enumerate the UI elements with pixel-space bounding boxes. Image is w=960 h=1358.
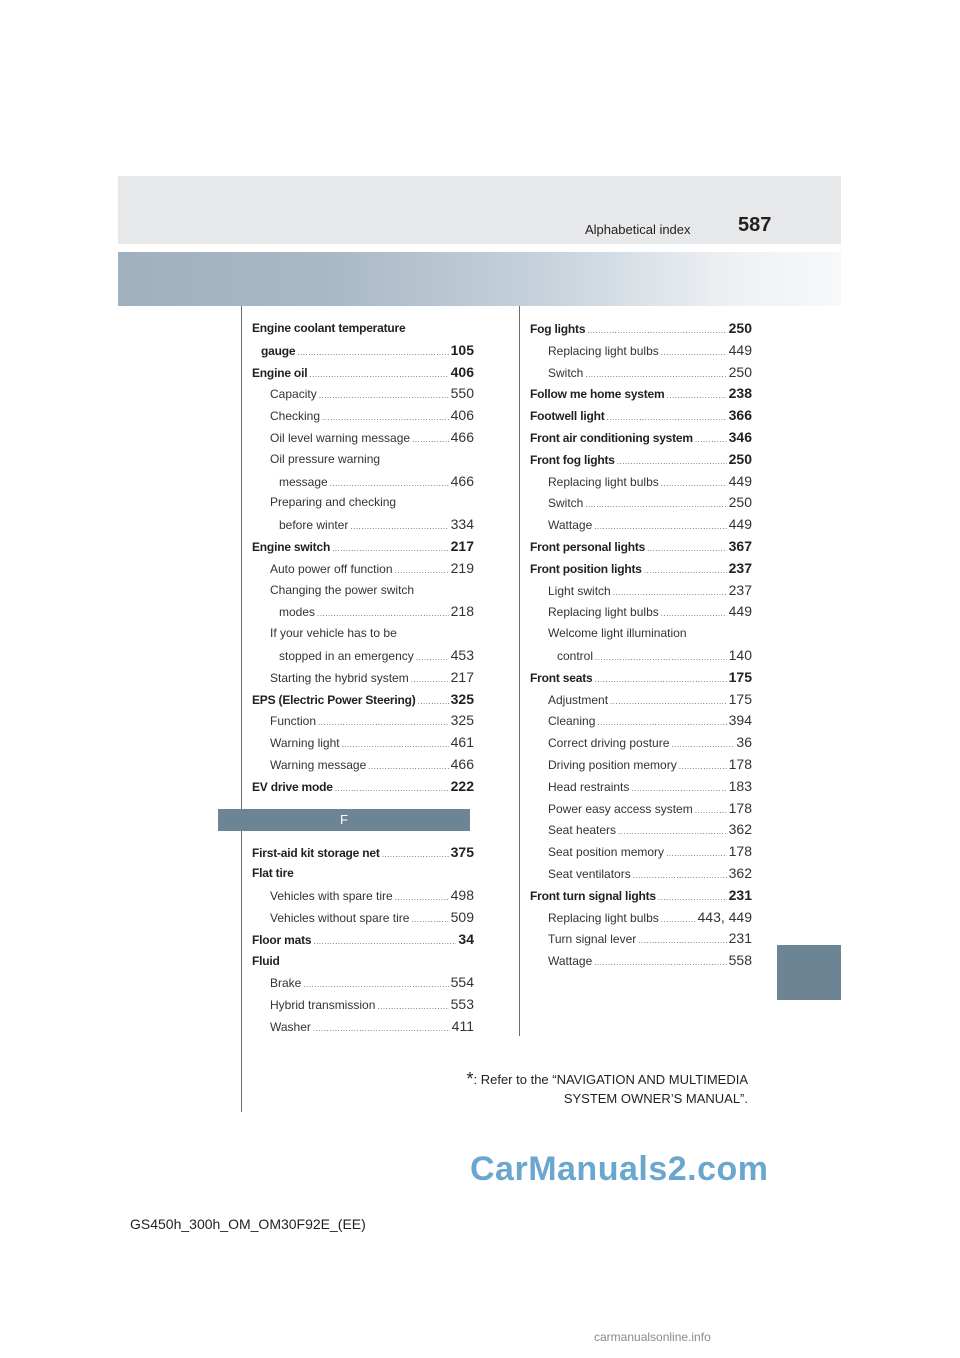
index-entry[interactable] <box>530 580 752 602</box>
index-entry[interactable] <box>252 929 474 951</box>
index-entry-page[interactable]: 178 <box>728 843 752 860</box>
footnote <box>466 1070 748 1108</box>
header-band <box>118 252 841 306</box>
leader-dots <box>638 930 726 950</box>
index-entry-page[interactable]: 449 <box>728 341 752 358</box>
leader-dots <box>661 603 727 623</box>
index-entry[interactable] <box>252 645 474 667</box>
index-entry-page[interactable]: 222 <box>450 777 474 794</box>
index-entry-page[interactable]: 175 <box>728 668 752 685</box>
index-entry[interactable] <box>252 667 474 689</box>
index-entry[interactable] <box>530 863 752 885</box>
leader-dots <box>350 516 448 536</box>
index-entry[interactable] <box>530 754 752 776</box>
entry-group-f <box>252 842 474 1038</box>
leader-dots <box>330 473 449 493</box>
index-entry-page[interactable]: 178 <box>728 799 752 816</box>
index-entry-page[interactable]: 362 <box>728 821 752 838</box>
footnote-line-1: : Refer to the “NAVIGATION AND MULTIMEDIA <box>473 1072 748 1087</box>
leader-dots <box>666 843 727 863</box>
index-entry-term: Warning message <box>270 757 367 772</box>
index-entry-term: Starting the hybrid system <box>270 670 409 685</box>
page-number: 587 <box>738 214 772 236</box>
leader-dots <box>585 364 726 384</box>
index-entry[interactable] <box>530 383 752 405</box>
leader-dots <box>633 865 727 885</box>
index-entry[interactable] <box>252 318 474 340</box>
index-entry[interactable] <box>530 514 752 536</box>
index-entry-term: Light switch <box>548 583 611 598</box>
index-entry-term: Preparing and checking <box>270 495 397 510</box>
index-entry-term: Fog lights <box>530 322 586 336</box>
leader-dots <box>695 800 727 820</box>
index-entry[interactable] <box>252 754 474 776</box>
index-entry[interactable] <box>530 689 752 711</box>
index-entry[interactable] <box>252 514 474 536</box>
index-entry[interactable] <box>252 951 474 973</box>
index-entry[interactable] <box>252 710 474 732</box>
index-entry-page[interactable]: 231 <box>728 886 752 903</box>
watermark-logo: CarManuals2.com <box>470 1150 769 1188</box>
index-entry-page[interactable]: 449 <box>728 603 752 620</box>
index-column-right <box>530 318 752 972</box>
leader-dots <box>318 712 449 732</box>
index-entry[interactable] <box>530 710 752 732</box>
index-entry-page[interactable]: 217 <box>450 668 474 685</box>
index-entry[interactable] <box>252 623 474 645</box>
left-rule <box>241 306 242 1112</box>
watermark-url: carmanualsonline.info <box>594 1330 711 1344</box>
leader-dots <box>647 538 727 558</box>
leader-dots <box>613 582 727 602</box>
index-entry-page[interactable]: 466 <box>450 428 474 445</box>
index-entry-page[interactable]: 406 <box>450 363 474 380</box>
leader-dots <box>594 516 726 536</box>
index-entry[interactable] <box>530 885 752 907</box>
footnote-line-2: SYSTEM OWNER’S MANUAL”. <box>563 1091 748 1106</box>
index-entry-term: First-aid kit storage net <box>252 845 380 860</box>
index-entry-term: Footwell light <box>530 409 605 424</box>
index-entry-term: gauge <box>261 343 296 358</box>
index-entry-page[interactable]: 218 <box>450 603 474 620</box>
index-entry-page[interactable]: 453 <box>450 646 474 663</box>
leader-dots <box>661 909 696 929</box>
index-entry[interactable] <box>252 340 474 362</box>
index-entry-term: Front personal lights <box>530 539 646 554</box>
index-entry-term: Seat position memory <box>548 845 665 860</box>
index-entry-page[interactable]: 346 <box>728 428 752 445</box>
index-entry-term: Welcome light illumination <box>548 626 687 641</box>
index-entry[interactable] <box>530 798 752 820</box>
index-entry-term: Auto power off function <box>270 561 393 576</box>
leader-dots <box>679 756 727 776</box>
index-entry-term: Function <box>270 714 317 729</box>
index-entry[interactable] <box>530 667 752 689</box>
index-entry[interactable] <box>530 362 752 384</box>
index-entry-page[interactable]: 140 <box>728 646 752 663</box>
index-entry-term: Changing the power switch <box>270 582 415 597</box>
index-entry[interactable] <box>252 383 474 405</box>
leader-dots <box>412 429 449 449</box>
index-entry[interactable] <box>530 601 752 623</box>
index-entry-page[interactable]: 449 <box>728 472 752 489</box>
index-entry[interactable] <box>252 471 474 493</box>
index-entry-page[interactable]: 449 <box>728 516 752 533</box>
index-entry[interactable] <box>530 950 752 972</box>
index-entry-page[interactable]: 183 <box>728 777 752 794</box>
leader-dots <box>411 909 448 929</box>
leader-dots <box>368 756 448 776</box>
index-entry-page[interactable]: 466 <box>450 755 474 772</box>
index-entry-page[interactable]: 105 <box>450 341 474 358</box>
leader-dots <box>587 320 726 340</box>
index-entry[interactable] <box>252 907 474 929</box>
leader-dots <box>309 364 448 384</box>
leader-dots <box>313 931 456 951</box>
index-entry-page[interactable]: 238 <box>728 385 752 402</box>
index-entry-term: Replacing light bulbs <box>548 910 659 925</box>
leader-dots <box>617 451 727 471</box>
index-entry[interactable] <box>252 689 474 711</box>
index-entry-term: Switch <box>548 365 584 380</box>
index-entry[interactable] <box>530 776 752 798</box>
index-entry[interactable] <box>530 318 752 340</box>
leader-dots <box>695 429 727 449</box>
index-entry-term: Engine coolant temperature <box>252 321 406 335</box>
index-entry-page[interactable]: 250 <box>728 494 752 511</box>
leader-dots <box>644 560 727 580</box>
leader-dots <box>395 560 449 580</box>
index-entry-term: If your vehicle has to be <box>270 626 397 641</box>
index-entry-term: Power easy access system <box>548 801 693 816</box>
index-entry[interactable] <box>530 405 752 427</box>
index-entry-term: Front turn signal lights <box>530 888 656 903</box>
leader-dots <box>342 734 449 754</box>
index-entry-term: Engine oil <box>252 365 308 380</box>
document-code: GS450h_300h_OM_OM30F92E_(EE) <box>130 1216 366 1232</box>
index-entry[interactable] <box>530 841 752 863</box>
index-entry-page[interactable]: 443, 449 <box>697 908 752 925</box>
index-entry-term: Replacing light bulbs <box>548 605 659 620</box>
leader-dots <box>618 821 727 841</box>
index-entry-term: Flat tire <box>252 866 294 881</box>
index-entry-term: Head restraints <box>548 779 630 794</box>
index-entry[interactable] <box>252 580 474 602</box>
index-entry[interactable] <box>252 994 474 1016</box>
leader-dots <box>594 952 726 972</box>
index-entry-term: Adjustment <box>548 692 609 707</box>
index-entry-page[interactable]: 250 <box>728 320 752 336</box>
leader-dots <box>416 647 449 667</box>
index-entry-term: Vehicles with spare tire <box>270 889 393 904</box>
index-entry-term: Wattage <box>548 518 593 533</box>
index-entry-page[interactable]: 34 <box>458 930 474 947</box>
index-entry[interactable] <box>252 885 474 907</box>
index-entry[interactable] <box>530 340 752 362</box>
index-entry-page[interactable]: 250 <box>728 363 752 380</box>
entry-group-e <box>252 318 474 798</box>
index-entry-term: Vehicles without spare tire <box>270 910 410 925</box>
index-entry-term: before winter <box>279 518 349 533</box>
index-entry[interactable] <box>530 732 752 754</box>
leader-dots <box>377 996 448 1016</box>
index-entry-term: stopped in an emergency <box>279 648 414 663</box>
leader-dots <box>297 342 448 362</box>
leader-dots <box>594 669 726 689</box>
leader-dots <box>658 887 727 907</box>
leader-dots <box>667 385 727 405</box>
leader-dots <box>661 342 727 362</box>
index-entry-term: Seat ventilators <box>548 866 631 881</box>
index-entry-page[interactable]: 36 <box>736 734 752 751</box>
index-entry[interactable] <box>530 623 752 645</box>
leader-dots <box>418 691 449 711</box>
index-entry[interactable] <box>530 492 752 514</box>
index-entry-page[interactable]: 325 <box>450 712 474 729</box>
index-entry-page[interactable]: 325 <box>450 690 474 707</box>
index-entry-page[interactable]: 334 <box>450 516 474 533</box>
index-entry-page[interactable]: 375 <box>450 843 474 860</box>
index-entry-term: EPS (Electric Power Steering) <box>252 692 416 707</box>
index-entry-term: control <box>557 648 594 663</box>
index-entry-term: Front fog lights <box>530 452 615 467</box>
leader-dots <box>317 603 449 623</box>
index-entry-term: Capacity <box>270 387 317 402</box>
index-entry-page[interactable]: 466 <box>450 472 474 489</box>
index-entry[interactable] <box>252 972 474 994</box>
index-entry-term: Wattage <box>548 954 593 969</box>
index-entry-term: Turn signal lever <box>548 932 637 947</box>
index-entry-page[interactable]: 553 <box>450 996 474 1013</box>
leader-dots <box>607 407 727 427</box>
index-entry-term: modes <box>279 605 316 620</box>
leader-dots <box>631 778 726 798</box>
index-entry-term: Hybrid transmission <box>270 998 376 1013</box>
leader-dots <box>313 1018 450 1038</box>
index-entry-term: Warning light <box>270 736 340 751</box>
index-entry-page[interactable]: 509 <box>450 908 474 925</box>
index-entry-term: EV drive mode <box>252 779 333 794</box>
index-entry[interactable] <box>252 492 474 514</box>
index-entry-term: Seat heaters <box>548 823 617 838</box>
index-entry-term: Oil pressure warning <box>270 451 381 466</box>
index-entry[interactable] <box>530 558 752 580</box>
index-side-tab[interactable] <box>777 945 841 1000</box>
index-entry[interactable] <box>252 732 474 754</box>
footnote-asterisk: * <box>466 1069 474 1089</box>
index-entry-page[interactable]: 362 <box>728 864 752 881</box>
index-entry[interactable] <box>252 427 474 449</box>
index-entry-page[interactable]: 367 <box>728 537 752 554</box>
index-entry[interactable] <box>530 907 752 929</box>
index-entry-term: Brake <box>270 976 302 991</box>
index-entry-term: Replacing light bulbs <box>548 343 659 358</box>
leader-dots <box>303 974 448 994</box>
leader-dots <box>585 494 726 514</box>
index-entry[interactable] <box>252 776 474 798</box>
index-entry-term: Correct driving posture <box>548 736 670 751</box>
section-title: Alphabetical index <box>585 222 691 237</box>
index-entry-page[interactable]: 231 <box>728 930 752 947</box>
index-entry-term: Washer <box>270 1019 311 1034</box>
index-entry[interactable] <box>530 449 752 471</box>
leader-dots <box>610 691 727 711</box>
index-entry-term: Fluid <box>252 953 280 968</box>
leader-dots <box>661 473 727 493</box>
index-entry-page[interactable]: 175 <box>728 690 752 707</box>
index-entry-term: Engine switch <box>252 539 331 554</box>
leader-dots <box>335 778 449 798</box>
index-entry-term: Floor mats <box>252 932 312 947</box>
index-entry-term: Replacing light bulbs <box>548 474 659 489</box>
index-entry[interactable] <box>530 536 752 558</box>
index-entry[interactable] <box>252 1016 474 1038</box>
leader-dots <box>597 712 726 732</box>
index-entry-page[interactable]: 178 <box>728 755 752 772</box>
index-entry-term: message <box>279 474 328 489</box>
index-entry-page[interactable]: 217 <box>450 537 474 554</box>
index-entry[interactable] <box>530 427 752 449</box>
index-entry[interactable] <box>252 449 474 471</box>
leader-dots <box>671 734 734 754</box>
index-entry-page[interactable]: 498 <box>450 887 474 904</box>
index-column-left <box>252 318 474 1038</box>
leader-dots <box>382 844 449 864</box>
index-entry[interactable] <box>252 558 474 580</box>
index-entry-term: Front air conditioning system <box>530 430 693 445</box>
index-entry[interactable] <box>530 819 752 841</box>
index-entry-term: Oil level warning message <box>270 430 411 445</box>
index-entry-page[interactable]: 558 <box>728 952 752 969</box>
leader-dots <box>332 538 449 558</box>
index-entry[interactable] <box>252 405 474 427</box>
index-entry[interactable] <box>530 645 752 667</box>
leader-dots <box>595 647 727 667</box>
index-entry-term: Cleaning <box>548 714 596 729</box>
index-entry-page[interactable]: 394 <box>728 712 752 729</box>
index-entry[interactable] <box>252 362 474 384</box>
index-entry-term: Driving position memory <box>548 757 677 772</box>
index-entry-page[interactable]: 250 <box>728 450 752 467</box>
index-entry-page[interactable]: 550 <box>450 385 474 402</box>
leader-dots <box>322 407 449 427</box>
index-entry[interactable] <box>252 601 474 623</box>
index-entry[interactable] <box>252 842 474 864</box>
index-entry-page[interactable]: 406 <box>450 407 474 424</box>
index-entry[interactable] <box>252 536 474 558</box>
index-entry-page[interactable]: 411 <box>451 1017 474 1034</box>
index-entry-term: Switch <box>548 496 584 511</box>
index-entry-page[interactable]: 461 <box>450 734 474 751</box>
index-entry-page[interactable]: 237 <box>728 581 752 598</box>
leader-dots <box>411 669 449 689</box>
index-entry-page[interactable]: 366 <box>728 407 752 424</box>
section-header-f: F <box>218 809 470 831</box>
header-background <box>118 176 841 244</box>
index-entry-term: Checking <box>270 409 321 424</box>
index-entry-term: Front position lights <box>530 561 642 576</box>
leader-dots <box>395 887 449 907</box>
index-entry-page[interactable]: 219 <box>450 559 474 576</box>
leader-dots <box>319 385 449 405</box>
index-entry-term: Follow me home system <box>530 387 665 402</box>
index-entry[interactable] <box>530 471 752 493</box>
index-entry-term: Front seats <box>530 670 593 685</box>
index-entry[interactable] <box>530 928 752 950</box>
index-entry-page[interactable]: 554 <box>450 974 474 991</box>
center-rule <box>519 306 520 1036</box>
index-entry-page[interactable]: 237 <box>728 559 752 576</box>
index-entry[interactable] <box>252 863 474 885</box>
